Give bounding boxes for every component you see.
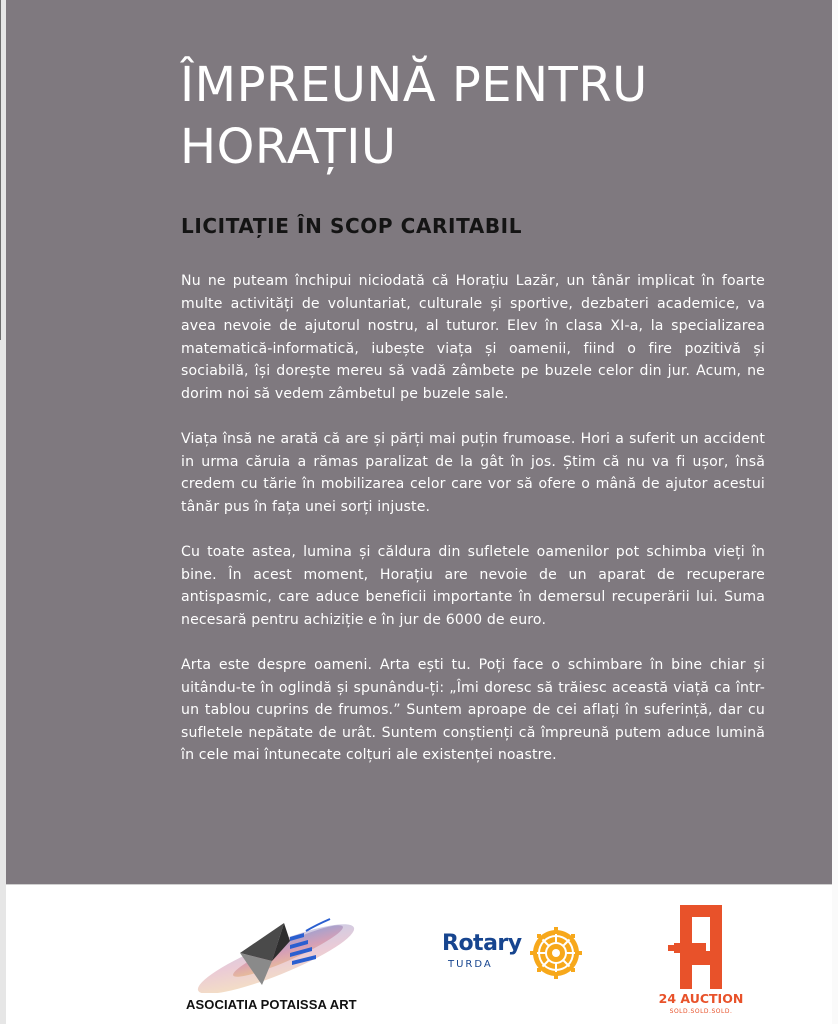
- paragraph: Arta este despre oameni. Arta ești tu. Poți face o schimbare în bine chiar și uitându-te în oglindă și spunându-ți: „Îmi doresc să trăiesc această viață ca într-un tablou cuprins de frumos.” Suntem aproape de cei aflați în suferință, dar cu sufletele nepătate de urât. Suntem conștienți că împreună putem aduce lumină în cele mai întunecate colțuri ale existenței noastre.: [181, 657, 765, 764]
- sponsor-logos: [6, 885, 832, 1024]
- viewer-scroll-edge: [0, 0, 1, 340]
- viewer-right-margin: [832, 0, 838, 1024]
- paragraph: Cu toate astea, lumina și căldura din sufletele oamenilor pot schimba vieți în bine. În acest moment, Horațiu are nevoie de un aparat de recuperare antispasmic, care aduce beneficii importante în demersul recuperării lui. Suma necesară pentru achiziție e în jur de 6000 de euro.: [181, 544, 765, 628]
- potaissa-art-icon: [178, 901, 378, 993]
- auction-name: 24 AUCTION: [658, 991, 744, 1006]
- potaissa-art-logo: [178, 901, 378, 1011]
- potaissa-art-name: ASOCIATIA POTAISSA ART: [186, 997, 357, 1012]
- document-body: [181, 270, 765, 790]
- rotary-city: TURDA: [448, 959, 493, 970]
- rotary-name: Rotary: [442, 931, 522, 956]
- rotary-turda-logo: [442, 925, 592, 985]
- document-title: ÎMPREUNĂ PENTRU HORAȚIU: [180, 57, 648, 175]
- auction-tagline: SOLD.SOLD.SOLD.: [669, 1008, 733, 1015]
- auction-a-icon: [666, 905, 736, 989]
- document-subtitle: LICITAȚIE ÎN SCOP CARITABIL: [181, 214, 523, 238]
- rotary-wheel-icon: [530, 927, 582, 979]
- 24-auction-logo: [646, 905, 756, 1015]
- paragraph: Nu ne puteam închipui niciodată că Horațiu Lazăr, un tânăr implicat în foarte multe activități de voluntariat, culturale și sportive, dezbateri academice, va avea nevoie de ajutorul nostru, al tuturor. Elev în clasa XI-a, la specializarea matematică-informatică, iubește viața și oamenii, fiind o fire pozitivă și sociabilă, își dorește mereu să vadă zâmbete pe buzele celor din jur. Acum, ne dorim noi să vedem zâmbetul pe buzele sale.: [181, 273, 765, 402]
- paragraph: Viața însă ne arată că are și părți mai puțin frumoase. Hori a suferit un accident in urma căruia a rămas paralizat de la gât în jos. Știm că nu va fi ușor, însă credem cu tărie în mobilizarea celor care vor să ofere o mână de ajutor acestui tânăr pus în fața unei sorți injuste.: [181, 431, 765, 515]
